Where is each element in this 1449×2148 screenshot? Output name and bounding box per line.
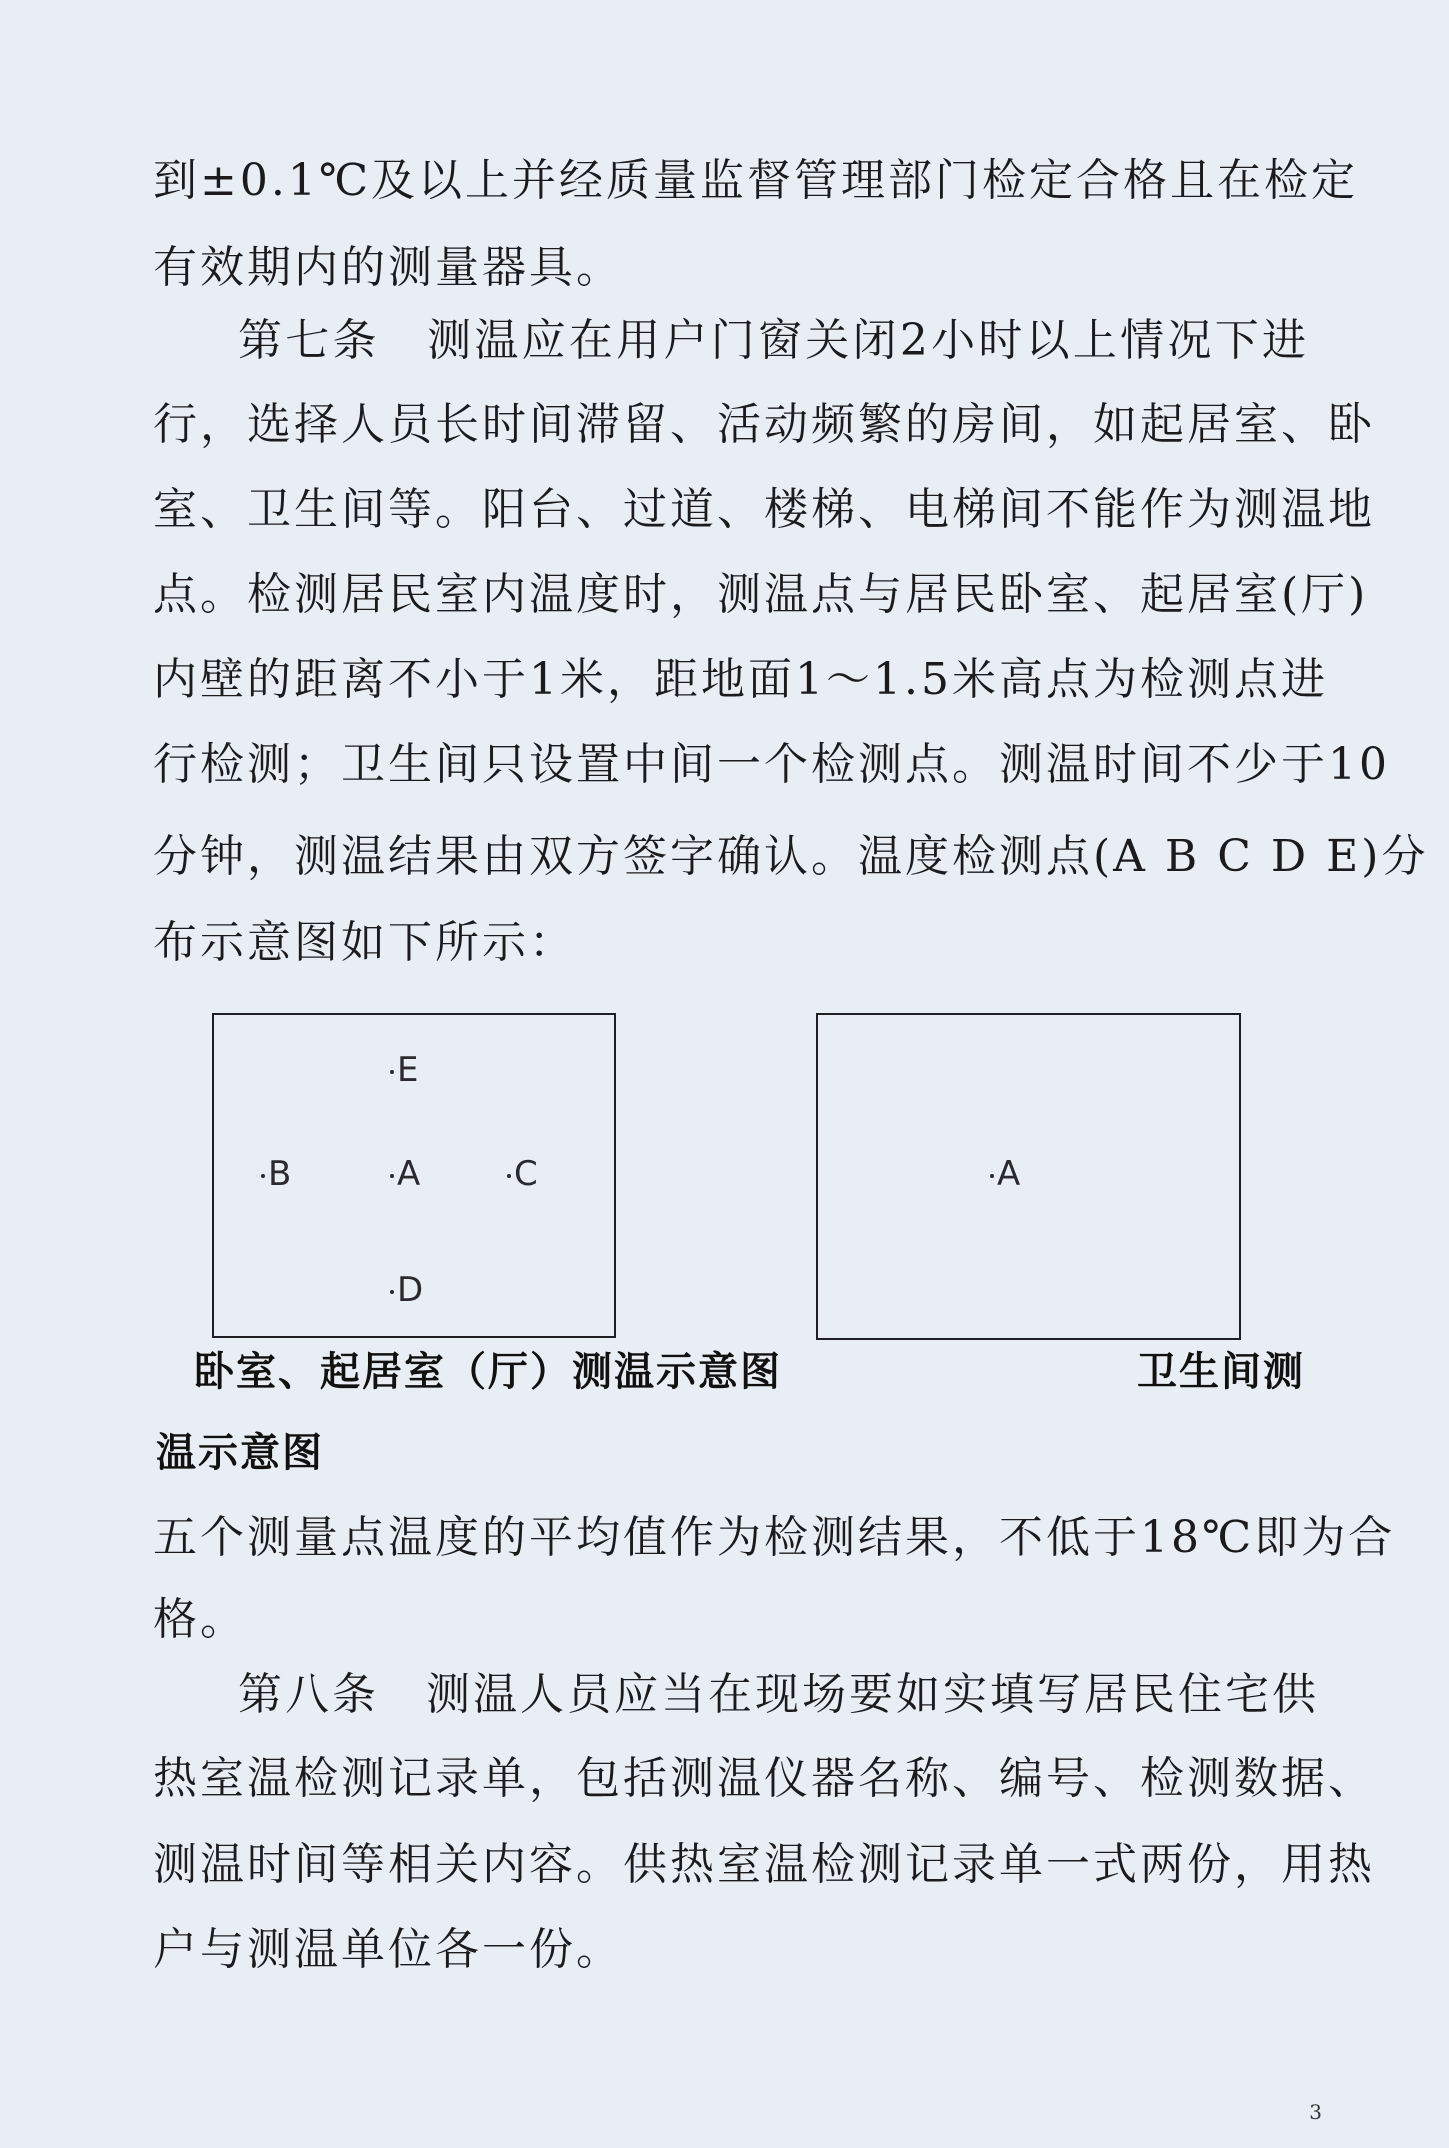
article-8-line: 测温时间等相关内容。供热室温检测记录单一式两份，用热: [153, 1839, 1375, 1890]
point-label: A: [997, 1154, 1021, 1194]
bathroom-diagram-caption-continued: 温示意图: [156, 1430, 324, 1476]
point-dot: [390, 1070, 394, 1074]
measure-point-e: [390, 1051, 418, 1089]
article-7-line: 内壁的距离不小于1米，距地面1～1.5米高点为检测点进: [153, 654, 1328, 705]
point-label: B: [268, 1154, 292, 1194]
point-label: E: [397, 1050, 419, 1090]
measure-point-a: [390, 1155, 420, 1193]
article-8-line: 热室温检测记录单，包括测温仪器名称、编号、检测数据、: [153, 1753, 1375, 1804]
bedroom-diagram-caption: 卧室、起居室（厅）测温示意图: [194, 1349, 782, 1395]
measure-point-b: [261, 1155, 291, 1193]
article-7-line: 点。检测居民室内温度时，测温点与居民卧室、起居室(厅): [153, 569, 1369, 620]
measure-point-d: [390, 1271, 423, 1309]
result-line: 五个测量点温度的平均值作为检测结果，不低于18℃即为合: [153, 1512, 1396, 1563]
point-label: C: [514, 1154, 538, 1194]
point-dot: [390, 1290, 394, 1294]
point-dot: [390, 1174, 394, 1178]
text-line: 到±0.1℃及以上并经质量监督管理部门检定合格且在检定: [153, 155, 1359, 206]
point-label: D: [397, 1270, 424, 1310]
measure-point-c: [507, 1155, 538, 1193]
article-7-line: 分钟，测温结果由双方签字确认。温度检测点(A B C D E)分: [153, 831, 1429, 882]
article-7-line: 行检测；卫生间只设置中间一个检测点。测温时间不少于10: [153, 739, 1390, 790]
text-line: 有效期内的测量器具。: [153, 242, 623, 293]
result-line: 格。: [153, 1594, 247, 1645]
bathroom-diagram: [816, 1013, 1241, 1340]
measure-point-a: [990, 1155, 1020, 1193]
bedroom-diagram: [212, 1013, 616, 1338]
article-7-line: 室、卫生间等。阳台、过道、楼梯、电梯间不能作为测温地: [153, 484, 1375, 535]
point-label: A: [397, 1154, 421, 1194]
page-number: 3: [1309, 2100, 1322, 2124]
point-dot: [507, 1174, 511, 1178]
point-dot: [261, 1174, 265, 1178]
article-7-line: 布示意图如下所示：: [153, 917, 576, 968]
article-8-line: 第八条 测温人员应当在现场要如实填写居民住宅供: [238, 1669, 1319, 1720]
article-8-line: 户与测温单位各一份。: [153, 1924, 623, 1975]
article-7-line: 行，选择人员长时间滞留、活动频繁的房间，如起居室、卧: [153, 399, 1375, 450]
bathroom-diagram-caption: 卫生间测: [1137, 1349, 1305, 1395]
point-dot: [990, 1174, 994, 1178]
article-7-line: 第七条 测温应在用户门窗关闭2小时以上情况下进: [238, 315, 1309, 366]
